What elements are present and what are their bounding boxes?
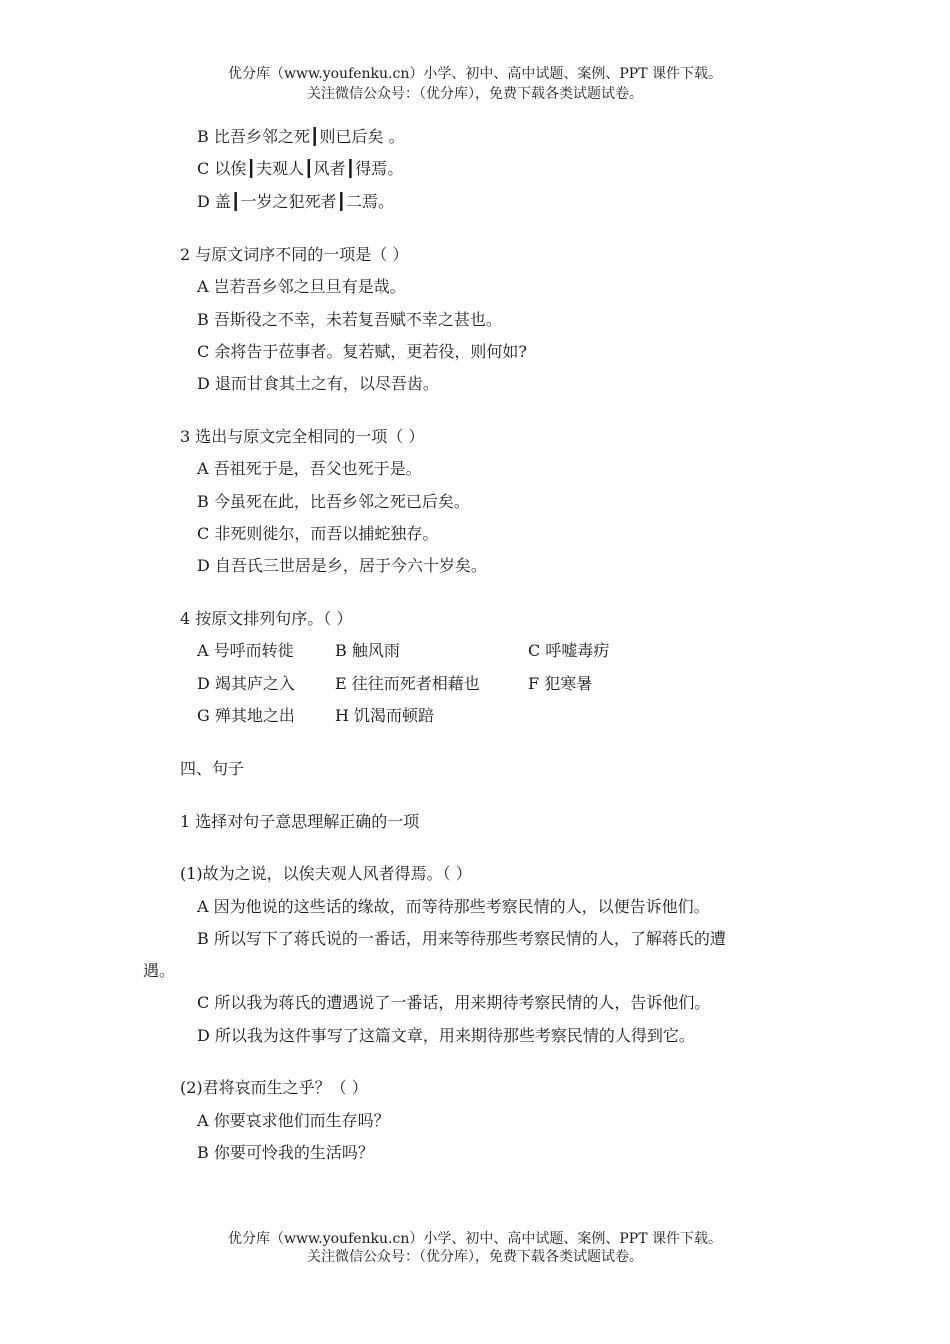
- q2-option-c: C 余将告于莅事者。复若赋，更若役，则何如?: [197, 342, 527, 361]
- q3-option-d: D 自吾氏三世居是乡，居于今六十岁矣。: [197, 556, 487, 575]
- q2-option-d: D 退而甘食其土之有，以尽吾齿。: [197, 374, 439, 393]
- q4-row-1: [197, 641, 697, 661]
- sub2-option-b: B 你要可怜我的生活吗？: [197, 1143, 374, 1162]
- q4-item-d: D 竭其庐之入: [197, 674, 295, 693]
- q1-option-d: D 盖┃一岁之犯死者┃二焉。: [197, 192, 395, 211]
- q3-option-a: A 吾祖死于是，吾父也死于是。: [197, 459, 422, 478]
- q3-stem: 3 选出与原文完全相同的一项（ ）: [180, 427, 425, 446]
- sub1-option-d: D 所以我为这件事写了这篇文章，用来期待那些考察民情的人得到它。: [197, 1026, 695, 1045]
- q2-option-b: B 吾斯役之不幸，未若复吾赋不幸之甚也。: [197, 310, 502, 329]
- q4-item-e: E 往往而死者相藉也: [335, 674, 480, 693]
- q4-item-c: C 呼嘘毒疠: [528, 641, 610, 660]
- page-footer-line-1: 优分库（www.youfenku.cn）小学、初中、高中试题、案例、PPT 课件下载。: [227, 1231, 722, 1247]
- sub1-option-c: C 所以我为蒋氏的遭遇说了一番话，用来期待考察民情的人，告诉他们。: [197, 993, 711, 1012]
- q1-option-c: C 以俟┃夫观人┃风者┃得焉。: [197, 159, 404, 178]
- q4-item-h: H 饥渴而顿踣: [335, 706, 435, 725]
- section-4-title: 四、句子: [180, 759, 245, 778]
- sub2-option-a: A 你要哀求他们而生存吗？: [197, 1111, 390, 1130]
- q4-item-a: A 号呼而转徙: [197, 641, 294, 660]
- q3-option-b: B 今虽死在此，比吾乡邻之死已后矣。: [197, 492, 470, 511]
- sub1-option-b-wrap: 遇。: [143, 961, 176, 980]
- q4-stem: 4 按原文排列句序。（ ）: [180, 609, 353, 628]
- q2-stem: 2 与原文词序不同的一项是（ ）: [180, 245, 409, 264]
- sub1-stem: (1)故为之说，以俟夫观人风者得焉。（ ）: [180, 864, 472, 883]
- section-4-q1-stem: 1 选择对句子意思理解正确的一项: [180, 812, 420, 831]
- q4-item-g: G 殚其地之出: [197, 706, 295, 725]
- q2-option-a: A 岂若吾乡邻之旦旦有是哉。: [197, 277, 406, 296]
- q4-item-f: F 犯寒暑: [528, 674, 593, 693]
- sub1-option-b: B 所以写下了蒋氏说的一番话，用来等待那些考察民情的人，了解蒋氏的遭: [197, 929, 726, 948]
- sub1-option-a: A 因为他说的这些话的缘故，而等待那些考察民情的人，以便告诉他们。: [197, 897, 710, 916]
- sub2-stem: (2)君将哀而生之乎？（ ）: [180, 1078, 368, 1097]
- page-footer-line-2: 关注微信公众号：（优分库），免费下载各类试题试卷。: [307, 1249, 643, 1265]
- q4-row-3: [197, 706, 697, 726]
- q4-item-b: B 触风雨: [335, 641, 400, 660]
- q3-option-c: C 非死则徙尔，而吾以捕蛇独存。: [197, 524, 439, 543]
- q4-row-2: [197, 674, 697, 694]
- q1-option-b: B 比吾乡邻之死┃则已后矣 。: [197, 127, 405, 146]
- page-header-line-1: 优分库（www.youfenku.cn）小学、初中、高中试题、案例、PPT 课件下载。: [227, 66, 722, 82]
- page-header-line-2: 关注微信公众号：（优分库），免费下载各类试题试卷。: [307, 86, 643, 102]
